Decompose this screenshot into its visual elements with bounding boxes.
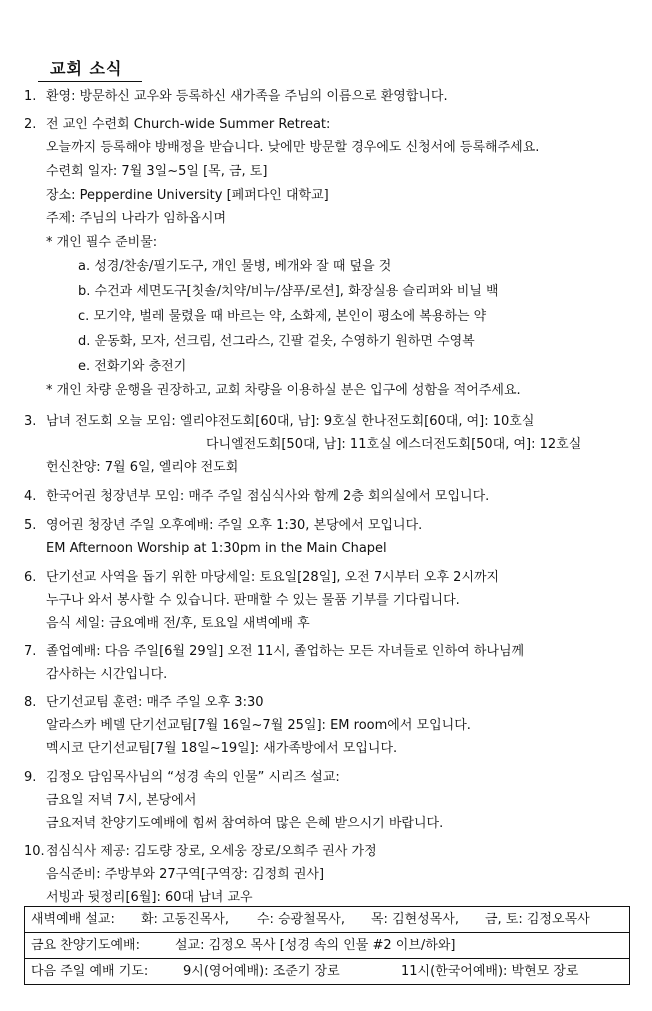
sub-item: c. 모기약, 벌레 물렸을 때 바르는 약, 소화제, 본인이 평소에 복용하는 약 (78, 309, 487, 324)
item-text: 멕시코 단기선교팀[7월 18일~19일]: 새가족방에서 모입니다. (46, 741, 398, 756)
item-text: 오늘까지 등록해야 방배정을 받습니다. 낮에만 방문할 경우에도 신청서에 등록해주세요. (46, 140, 540, 155)
table-cell: 목: 김현성목사, (371, 912, 459, 927)
sub-item: d. 운동화, 모자, 선크림, 선그라스, 긴팔 겉옷, 수영하기 원하면 수영복 (78, 334, 475, 349)
item-text: * 개인 차량 운행을 권장하고, 교회 차량을 이용하실 분은 입구에 성함을 적어주세요. (46, 383, 521, 398)
table-row (25, 907, 629, 933)
item-number: 4. (24, 489, 37, 504)
item-text: 주제: 주님의 나라가 임하옵시며 (46, 211, 227, 226)
item-text: 누구나 와서 봉사할 수 있습니다. 판매할 수 있는 물품 기부를 기다립니다. (46, 593, 460, 608)
row-label: 새벽예배 설교: (31, 912, 115, 927)
item-text: 금요일 저녁 7시, 본당에서 (46, 793, 197, 808)
item-number: 9. (24, 770, 37, 785)
item-text: 환영: 방문하신 교우와 등록하신 새가족을 주님의 이름으로 환영합니다. (46, 89, 448, 104)
item-text: 장소: Pepperdine University [페퍼다인 대학교] (46, 188, 329, 203)
row-label: 금요 찬양기도예배: (31, 938, 140, 953)
item-text: 남녀 전도회 오늘 모임: 엘리야전도회[60대, 남]: 9호실 한나전도회[60대, 여]: 10호실 (46, 414, 535, 429)
item-number: 10. (24, 844, 45, 859)
table-cell: 설교: 김정오 목사 [성경 속의 인물 #2 이브/하와] (175, 938, 456, 953)
item-number: 6. (24, 570, 37, 585)
item-text: 단기선교팀 훈련: 매주 주일 오후 3:30 (46, 695, 264, 710)
item-text: 김정오 담임목사님의 “성경 속의 인물” 시리즈 설교: (46, 770, 340, 785)
item-number: 3. (24, 414, 37, 429)
table-cell: 수: 승광철목사, (257, 912, 345, 927)
item-text: * 개인 필수 준비물: (46, 235, 158, 250)
table-cell: 9시(영어예배): 조준기 장로 (183, 964, 340, 979)
item-text: 헌신찬양: 7월 6일, 엘리야 전도회 (46, 460, 239, 475)
sub-item: e. 전화기와 충전기 (78, 359, 187, 374)
item-text: 알라스카 베델 단기선교팀[7월 16일~7월 25일]: EM room에서 모입니다. (46, 718, 471, 733)
table-cell: 화: 고동진목사, (141, 912, 229, 927)
item-text: 수련회 일자: 7월 3일~5일 [목, 금, 토] (46, 164, 268, 179)
item-number: 5. (24, 518, 37, 533)
item-text: 한국어권 청장년부 모임: 매주 주일 점심식사와 함께 2층 회의실에서 모입니다. (46, 489, 490, 504)
item-text: 음식준비: 주방부와 27구역[구역장: 김정희 권사] (46, 867, 325, 882)
table-cell: 11시(한국어예배): 박현모 장로 (401, 964, 579, 979)
item-text: 점심식사 제공: 김도량 장로, 오세웅 장로/오희주 권사 가정 (46, 844, 377, 859)
page-title: 교회 소식 (38, 56, 142, 82)
table-cell: 금, 토: 김정오목사 (485, 912, 590, 927)
item-text: 영어권 청장년 주일 오후예배: 주일 오후 1:30, 본당에서 모입니다. (46, 518, 423, 533)
item-text: 감사하는 시간입니다. (46, 667, 168, 682)
sub-item: b. 수건과 세면도구[칫솔/치약/비누/샴푸/로션], 화장실용 슬리퍼와 비닐 백 (78, 284, 499, 299)
item-number: 1. (24, 89, 37, 104)
sub-item: a. 성경/찬송/필기도구, 개인 물병, 베개와 잘 때 덮을 것 (78, 259, 392, 274)
item-text: 다니엘전도회[50대, 남]: 11호실 에스더전도회[50대, 여]: 12호실 (206, 437, 582, 452)
item-text: 단기선교 사역을 돕기 위한 마당세일: 토요일[28일], 오전 7시부터 오후 2시까지 (46, 570, 500, 585)
table-row (25, 933, 629, 959)
item-number: 7. (24, 644, 37, 659)
table-row (25, 959, 629, 984)
item-text: 전 교인 수련회 Church-wide Summer Retreat: (46, 117, 331, 132)
item-text: 서빙과 뒷정리[6월]: 60대 남녀 교우 (46, 890, 253, 905)
item-text: 금요저녁 찬양기도예배에 힘써 참여하여 많은 은혜 받으시기 바랍니다. (46, 816, 444, 831)
item-text: EM Afternoon Worship at 1:30pm in the Main Chapel (46, 541, 387, 556)
item-number: 2. (24, 117, 37, 132)
row-label: 다음 주일 예배 기도: (31, 964, 149, 979)
item-text: 음식 세일: 금요예배 전/후, 토요일 새벽예배 후 (46, 616, 310, 631)
item-number: 8. (24, 695, 37, 710)
item-text: 졸업예배: 다음 주일[6월 29일] 오전 11시, 졸업하는 모든 자녀들로 인하여 하나님께 (46, 644, 525, 659)
schedule-table (24, 906, 630, 985)
